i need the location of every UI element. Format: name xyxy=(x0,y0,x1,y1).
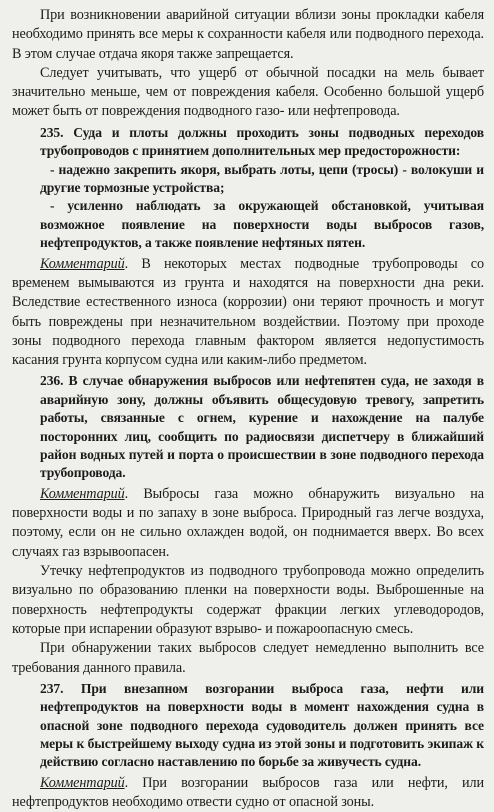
comment-text: . При возгорании выбросов газа или нефти, или нефтепродуктов необходимо отвести судно от опасной зоны. xyxy=(12,774,484,811)
rule-number: 236. xyxy=(40,373,64,389)
rule-235-item-2: - усиленно наблюдать за окружающей обстановкой, учитывая возможное появление на поверхности воды выбросов газов, нефтепродуктов, а также появление нефтяных пятен. xyxy=(40,198,484,251)
comment-label: Комментарий xyxy=(40,774,125,791)
rule-text: Суда и плоты должны проходить зоны подводных переходов трубопроводов с принятием дополнительных мер предосторожности: xyxy=(40,124,484,159)
comment-label: Комментарий xyxy=(40,255,125,272)
comment-text: . В некоторых местах подводные трубопроводы со временем вымываются из грунта и находятся на поверхности дна реки. Вследствие естественного износа (коррозии) они теряют прочность и могут быть повреждены при незначительном воздействии. Поэтому при проходе зоны подводного перехода главным фактором является недопустимость касания грунта корпусом судна или каким-либо предметом. xyxy=(12,255,484,369)
rule-number: 237. xyxy=(40,680,64,696)
rule-235-item-1: - надежно закрепить якоря, выбрать лоты, цепи (тросы) - волокуши и другие тормозные устройства; xyxy=(40,161,484,195)
paragraph-requirements: При обнаружении таких выбросов следует немедленно выполнить все требования данного правила. xyxy=(12,640,484,676)
comment-label: Комментарий xyxy=(40,485,125,502)
rule-text: В случае обнаружения выбросов или нефтепятен суда, не заходя в аварийную зону, должны объявить общесудовую тревогу, запретить работы, связанные с огнем, курение и нахождение на палубе посторонних лиц, сообщить по радиосвязи диспетчеру в ближайший район водных путей и порта о происшествии в зоне подводного перехода трубопровода. xyxy=(40,373,484,481)
rule-text: При внезапном возгорании выброса газа, нефти или нефтепродуктов на поверхности воды в момент нахождения судна в опасной зоне подводного перехода судоводитель должен принять все меры к быстрейшему выходу судна из этой зоны и подготовить экипаж к действию согласно наставлению по борьбе за живучесть судна. xyxy=(40,680,484,770)
rule-236 xyxy=(12,372,484,482)
comment-1 xyxy=(12,255,484,371)
paragraph-emergency-near-cable: При возникновении аварийной ситуации вблизи зоны прокладки кабеля необходимо принять все меры к сохранности кабеля или подводного перехода. В этом случае отдача якоря также запрещается. xyxy=(12,7,484,62)
comment-2 xyxy=(12,485,484,562)
comment-3 xyxy=(12,774,484,812)
paragraph-damage-comparison: Следует учитывать, что ущерб от обычной посадки на мель бывает значительно меньше, чем от повреждения кабеля. Особенно большой ущерб может быть от повреждения подводного газо- или нефтепровода. xyxy=(12,64,484,120)
comment-text: . Выбросы газа можно обнаружить визуально на поверхности воды и по запаху в зоне выброса. Природный газ легче воздуха, поэтому, если он не сильно охлажден водой, он поднимается вверх. Во всех случаях газ взрывоопасен. xyxy=(12,485,484,560)
paragraph-oil-leak: Утечку нефтепродуктов из подводного трубопровода можно определить визуально по образованию пленки на поверхности воды. Выброшенные на поверхность нефтепродукты содержат фракции легких углеводородов, которые при испарении образуют взрыво- и пожароопасную смесь. xyxy=(12,563,484,637)
rule-235 xyxy=(12,124,484,161)
rule-number: 235. xyxy=(40,124,64,140)
rule-237 xyxy=(12,680,484,772)
